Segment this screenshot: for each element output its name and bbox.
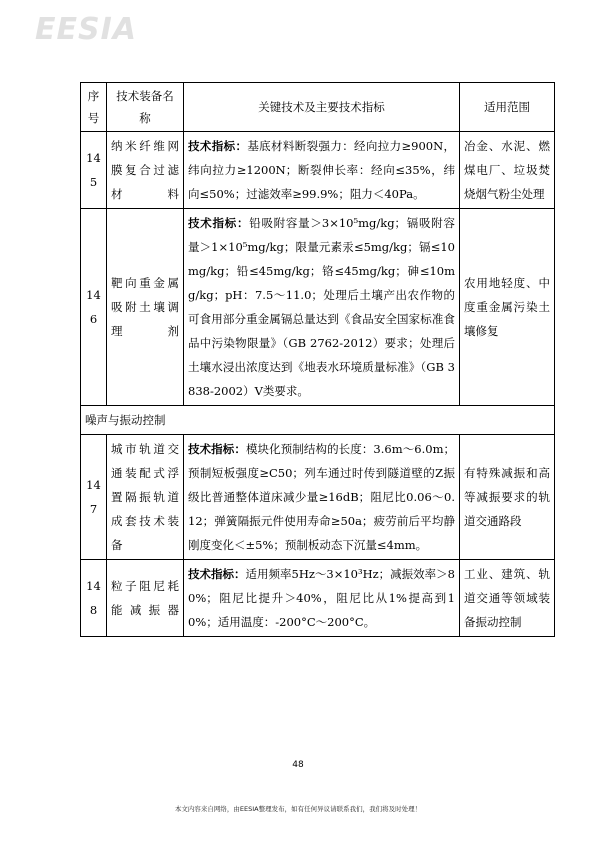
header-num: 序号 (81, 83, 107, 132)
tech-label: 技术指标： (188, 442, 246, 456)
row-desc (184, 132, 460, 209)
header-tech: 关键技术及主要技术指标 (184, 83, 460, 132)
table-row (81, 560, 555, 637)
table-header-row (81, 83, 555, 132)
row-num: 147 (81, 435, 107, 560)
row-name: 粒子阻尼耗能减振器 (107, 560, 184, 637)
row-scope: 农用地轻度、中度重金属污染土壤修复 (460, 209, 555, 406)
row-desc (184, 560, 460, 637)
header-name: 技术装备名称 (107, 83, 184, 132)
tech-text: 适用频率5Hz～3×10³Hz；减振效率＞80%；阻尼比提升＞40%，阻尼比从1%提高到10%；适用温度：-200°C～200°C。 (188, 567, 456, 629)
row-num: 145 (81, 132, 107, 209)
equipment-table (80, 82, 555, 637)
row-num: 146 (81, 209, 107, 406)
tech-text: 铅吸附容量＞3×10⁵mg/kg；镉吸附容量＞1×10⁵mg/kg；限量元素汞≤5mg/kg；镉≤10mg/kg；铅≤45mg/kg；铬≤45mg/kg；砷≤10mg/kg；pH：7.5～11.0；处理后土壤产出农作物的可食用部分重金属镉总量达到《食品安全国家标准食品中污染物限量》（GB 2762-2012）要求；处理后土壤水浸出浓度达到《地表水环境质量标准》（GB 3838-2002）V类要求。 (188, 216, 456, 398)
table-row (81, 435, 555, 560)
row-scope: 工业、建筑、轨道交通等领域装备振动控制 (460, 560, 555, 637)
tech-text: 基底材料断裂强力：经向拉力≥900N，纬向拉力≥1200N；断裂伸长率：经向≤35%，纬向≤50%；过滤效率≥99.9%；阻力＜40Pa。 (188, 139, 456, 201)
section-row (81, 406, 555, 435)
tech-label: 技术指标： (188, 567, 246, 581)
eesia-logo: EESIA (35, 12, 137, 47)
row-desc (184, 435, 460, 560)
row-name: 靶向重金属吸附土壤调理剂 (107, 209, 184, 406)
row-name: 纳米纤维网膜复合过滤材料 (107, 132, 184, 209)
row-num: 148 (81, 560, 107, 637)
table-row (81, 209, 555, 406)
tech-label: 技术指标： (188, 139, 248, 153)
tech-text: 模块化预制结构的长度：3.6m～6.0m；预制短板强度≥C50；列车通过时传到隧道壁的Z振级比普通整体道床减少量≥16dB；阻尼比0.06～0.12；弹簧隔振元件使用寿命≥50a；疲劳前后平均静刚度变化＜±5%；预制板动态下沉量≤4mm。 (188, 442, 456, 552)
row-desc (184, 209, 460, 406)
tech-label: 技术指标： (188, 216, 250, 230)
row-name: 城市轨道交通装配式浮置隔振轨道成套技术装备 (107, 435, 184, 560)
footer-note: 本文内容来自网络，由EESIA整理发布，如有任何异议请联系我们，我们将及时处理！ (174, 805, 422, 813)
section-title: 噪声与振动控制 (81, 406, 555, 435)
page-number: 48 (292, 760, 304, 770)
header-scope: 适用范围 (460, 83, 555, 132)
table-row (81, 132, 555, 209)
row-scope: 有特殊减振和高等减振要求的轨道交通路段 (460, 435, 555, 560)
row-scope: 冶金、水泥、燃煤电厂、垃圾焚烧烟气粉尘处理 (460, 132, 555, 209)
